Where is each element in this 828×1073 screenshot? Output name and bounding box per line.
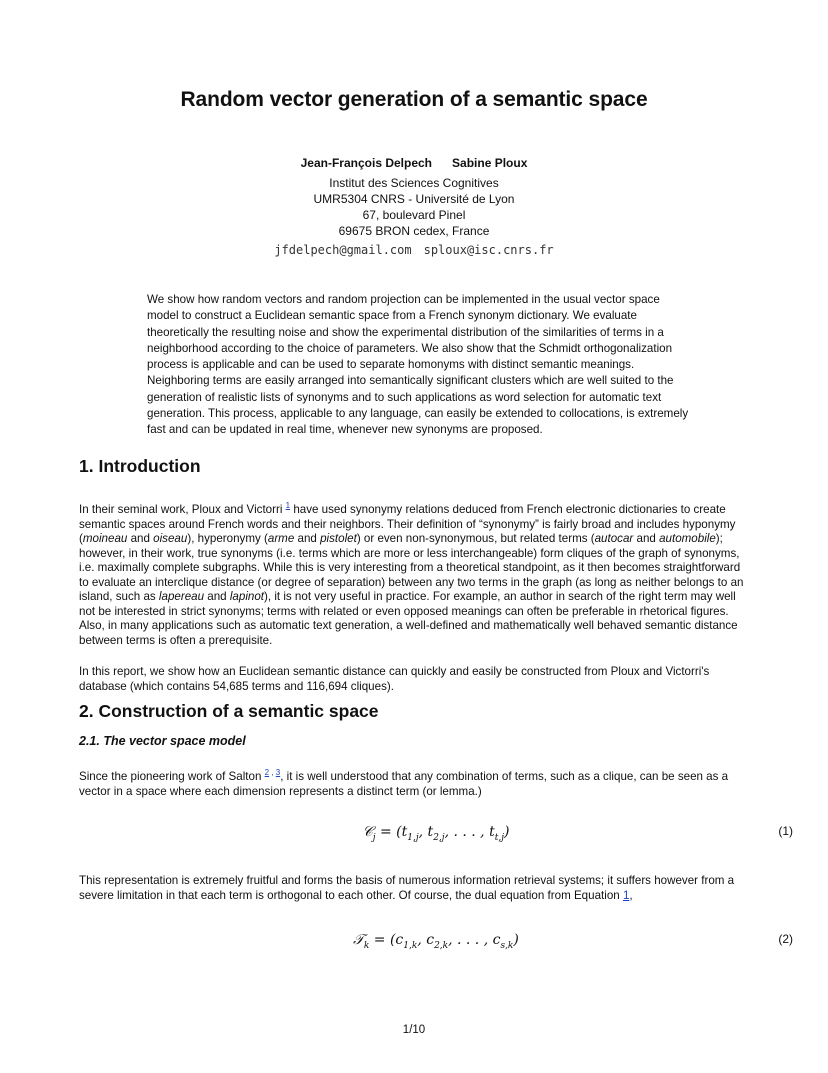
author-name: Sabine Ploux (452, 156, 528, 170)
citation-link-1[interactable]: 1 (285, 501, 291, 510)
affiliation-line: 67, boulevard Pinel (362, 208, 466, 222)
equation-number: (1) (778, 824, 793, 838)
paragraph-line: island, such as lapereau and lapinot), it is not very useful in practice. For example, an author in search of the right term may well (79, 590, 736, 603)
intro-paragraph-1 (79, 499, 799, 648)
equation-expression: 𝒞$_j$ = ($t_{1,j}$, $t_{2,j}$, . . . , $t_{t,j}$) (362, 824, 510, 843)
email-address: jfdelpech@gmail.com (274, 243, 412, 257)
paragraph-line: severe limitation in that each term is orthogonal to each other. Of course, the dual equation from Equation 1, (79, 888, 633, 902)
paragraph-line: Since the pioneering work of Salton $^2$ , $^3$, it is well understood that any combination of terms, such as a clique, can be seen as a (79, 768, 729, 783)
section-heading-introduction: 1. Introduction (79, 456, 201, 476)
paragraph-line: In this report, we show how an Euclidean semantic distance can quickly and easily be constructed from Ploux and Victorri's (79, 665, 710, 678)
equation-expression: 𝒯$_k$ = ($c_{1,k}$, $c_{2,k}$, . . . , $c_{s,k}$) (353, 932, 519, 951)
paragraph-line: (moineau and oiseau), hyperonymy (arme and pistolet) or even non-synonymous, but related terms (autocar and automobile); (79, 532, 723, 545)
page-number: 1/10 (402, 1024, 426, 1036)
abstract-line: model to construct a Euclidean semantic space from a French synonym dictionary. We evaluate (147, 309, 637, 323)
paragraph-line: however, in their work, true synonyms (i.e. terms which are more or less interchangeable) form cliques of the graph of synonyms, (79, 546, 740, 560)
paragraph-line: vector in a space where each dimension represents a distinct term (or lemma.) (79, 784, 482, 798)
subsection-heading-vector-space-model: 2.1. The vector space model (79, 734, 246, 748)
equation-number: (2) (778, 932, 793, 946)
equation-1 (79, 824, 793, 848)
paragraph-line: not be interested in strict synonyms; terms with related or even opposed meanings can often be preferable in rhetorical figures. (79, 604, 729, 618)
abstract-line: generation of realistic lists of synonyms and to such applications as word selection for automatic text (147, 390, 662, 404)
paragraph-line: i.e. maximally complete subgraphs. While this is very interesting from a theoretical standpoint, as it then becomes straightforward (79, 561, 741, 574)
abstract-line: fast and can be updated in real time, whenever new synonyms are proposed. (147, 423, 543, 437)
paragraph-line: In their seminal work, Ploux and Victorri $^1$ have used synonymy relations deduced from French electronic dictionaries to create (79, 501, 726, 516)
affiliation-line: Institut des Sciences Cognitives (329, 176, 499, 190)
paragraph-line: semantic spaces around French words and their neighbors. Their definition of “synonymy” is fairly broad and includes hyponymy (79, 517, 736, 531)
affiliation-line: UMR5304 CNRS - Université de Lyon (313, 192, 515, 206)
abstract-line: process is applicable and can be used to separate homonyms with distinct semantic meanings. (147, 358, 635, 372)
abstract-line: generation. This process, applicable to any language, can easily be extended to collocations, is extremely (147, 407, 689, 421)
paragraph-line: to evaluate an interclique distance (or degree of separation) between any two terms in the graph (as long as neither belongs to an (79, 575, 744, 589)
intro-paragraph-2 (79, 665, 799, 694)
abstract (147, 292, 732, 439)
abstract-line: Neighboring terms are easily arranged into semantically significant clusters which are well suited to the (147, 374, 674, 388)
author-list (0, 156, 828, 170)
abstract-line: We show how random vectors and random projection can be implemented in the usual vector space (147, 293, 660, 306)
equation-reference-link[interactable]: 1 (622, 888, 630, 902)
paper-title: Random vector generation of a semantic space (180, 88, 648, 111)
affiliation-line: 69675 BRON cedex, France (338, 224, 490, 238)
equation-2 (79, 932, 793, 956)
paragraph-line: between terms is often a prerequisite. (79, 633, 273, 647)
citation-link-2[interactable]: 2 (264, 768, 270, 777)
email-list (0, 243, 828, 257)
email-address: sploux@isc.cnrs.fr (423, 243, 554, 257)
section2-paragraph-2 (79, 874, 799, 903)
paragraph-line: database (which contains 54,685 terms and 116,694 cliques). (79, 679, 394, 693)
abstract-line: neighborhood according to the choice of parameters. We also show that the Schmidt orthogonalization (147, 341, 673, 355)
abstract-line: theoretically the resulting noise and show the experimental distribution of the similarities of terms in a (147, 325, 664, 339)
paragraph-line: Also, in many applications such as automatic text generation, a well-defined and mathematically well behaved semantic distance (79, 619, 738, 632)
citation-link-3[interactable]: 3 (275, 768, 281, 777)
paragraph-line: This representation is extremely fruitful and forms the basis of numerous information retrieval systems; it suffers however from a (79, 874, 735, 887)
section2-paragraph-1 (79, 766, 799, 799)
section-heading-construction: 2. Construction of a semantic space (79, 701, 379, 721)
author-name: Jean-François Delpech (300, 156, 433, 170)
